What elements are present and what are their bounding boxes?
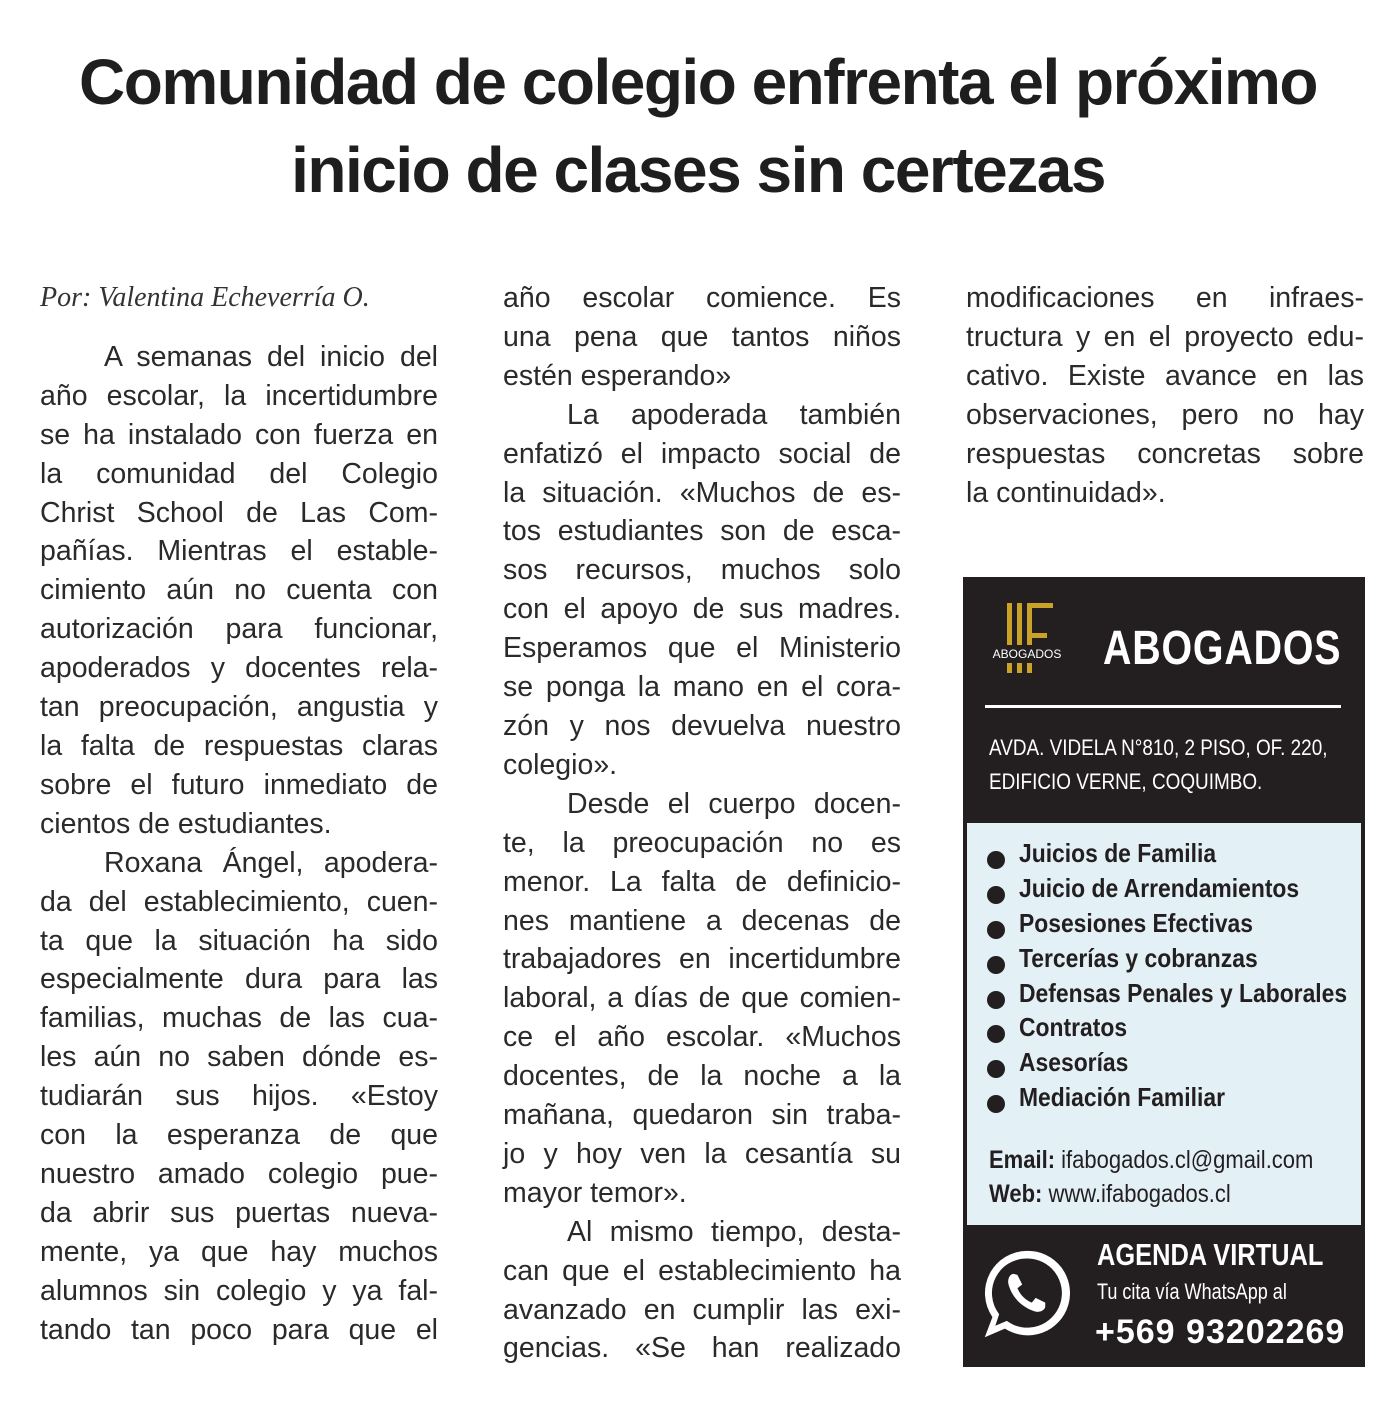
text-line: da abrir sus puertas nueva- [40,1196,438,1229]
text-line: colegio». [503,748,618,781]
text-line: se ponga la mano en el cora- [503,671,901,704]
text-line: ce el año escolar. «Muchos [503,1021,901,1054]
address-line: EDIFICIO VERNE, COQUIMBO. [989,769,1263,794]
text-line: modificaciones en infraes- [966,282,1364,314]
agenda-title: AGENDA VIRTUAL [1097,1237,1324,1272]
article-column-1 [40,279,438,1349]
text-line: jo y hoy ven la cesantía su [503,1137,901,1170]
text-line: tos estudiantes son de esca- [503,515,901,548]
text-line: sobre el futuro inmediato de [40,768,438,801]
bullet-icon [987,956,1005,974]
text-line: da del establecimiento, cuen- [40,885,438,918]
article-column-2 [503,279,901,1368]
text-line: pañías. Mientras el estable- [40,535,438,568]
ad-address [989,731,1327,799]
service-label: Tercerías y cobranzas [1019,942,1258,973]
text-line: nes mantiene a decenas de [503,904,901,937]
if-abogados-logo [977,593,1077,693]
service-label: Posesiones Efectivas [1019,907,1254,938]
text-line: cientos de estudiantes. [40,807,332,840]
service-label: Juicio de Arrendamientos [1019,872,1300,903]
text-line: menor. La falta de definicio- [503,865,901,898]
text-line: año escolar, la incertidumbre [40,379,438,412]
service-label: Mediación Familiar [1019,1082,1225,1113]
phone-number[interactable]: +569 93202269 [1095,1313,1346,1351]
text-line: cimiento aún no cuenta con [40,574,438,607]
text-line: apoderados y docentes rela- [40,652,438,685]
text-line: nuestro amado colegio pue- [40,1157,438,1190]
text-line: una pena que tantos niños [503,320,901,353]
text-line: Desde el cuerpo docen- [567,787,901,820]
text-line: mayor temor». [503,1176,687,1209]
whatsapp-icon [979,1245,1075,1345]
service-label: Defensas Penales y Laborales [1019,977,1348,1008]
headline [40,38,1356,214]
text-line: con la esperanza de que [40,1119,438,1152]
text-line: la continuidad». [966,476,1166,509]
text-line: familias, muchas de las cua- [40,1002,438,1035]
email-row [989,1143,1313,1177]
text-line: Al mismo tiempo, desta- [567,1215,901,1248]
advertisement[interactable] [963,577,1365,1367]
bullet-icon [987,921,1005,939]
text-line: zón y nos devuelva nuestro [503,709,901,742]
contact-info [989,1143,1313,1211]
bullet-icon [987,1060,1005,1078]
text-line: tando tan poco para que el [40,1313,438,1346]
bullet-icon [987,1095,1005,1113]
service-label: Contratos [1019,1012,1128,1043]
bullet-icon [987,886,1005,904]
text-line: observaciones, pero no hay [966,398,1364,431]
byline: Por: Valentina Echeverría O. [40,282,370,313]
text-line: laboral, a días de que comien- [503,982,901,1015]
agenda-subtitle: Tu cita vía WhatsApp al [1097,1279,1287,1304]
text-line: tructura y en el proyecto edu- [966,320,1364,353]
text-line: año escolar comience. Es [503,282,901,314]
text-line: alumnos sin colegio y ya fal- [40,1274,438,1307]
ad-brand-name: ABOGADOS [1103,622,1342,675]
services-panel [967,823,1361,1225]
text-line: respuestas concretas sobre [966,437,1364,470]
text-line: estén esperando» [503,359,732,392]
text-line: tudiarán sus hijos. «Estoy [40,1080,438,1113]
text-line: can que el establecimiento ha [503,1254,901,1287]
address-line: AVDA. VIDELA N°810, 2 PISO, OF. 220, [989,735,1328,760]
service-label: Asesorías [1019,1047,1129,1078]
divider [985,705,1341,708]
bullet-icon [987,1025,1005,1043]
text-line: enfatizó el impacto social de [503,437,901,470]
text-line: sos recursos, muchos solo [503,554,901,587]
bullet-icon [987,851,1005,869]
text-line: la situación. «Muchos de es- [503,476,901,509]
text-line: A semanas del inicio del [104,340,438,373]
web-link[interactable]: www.ifabogados.cl [1048,1180,1231,1208]
text-line: especialmente dura para las [40,963,438,996]
text-line: ta que la situación ha sido [40,924,438,957]
text-line: Roxana Ángel, apodera- [104,846,438,879]
text-line: con el apoyo de sus madres. [503,593,901,626]
text-line: trabajadores en incertidumbre [503,943,901,976]
text-line: mañana, quedaron sin traba- [503,1099,901,1132]
text-line: avanzado en cumplir las exi- [503,1293,901,1326]
web-label: Web: [989,1180,1043,1208]
text-line: la falta de respuestas claras [40,729,438,762]
text-line: se ha instalado con fuerza en [40,418,438,451]
text-line: les aún no saben dónde es- [40,1041,438,1074]
bullet-icon [987,991,1005,1009]
text-line: tan preocupación, angustia y [40,691,438,724]
headline-line-2: inicio de clases sin certezas [291,134,1105,206]
email-label: Email: [989,1146,1056,1174]
email-link[interactable]: ifabogados.cl@gmail.com [1061,1146,1314,1174]
svg-text:ABOGADOS: ABOGADOS [992,647,1062,661]
text-line: cativo. Existe avance en las [966,359,1364,392]
text-line: Esperamos que el Ministerio [503,632,901,665]
text-line: te, la preocupación no es [503,826,901,859]
text-line: Christ School de Las Com- [40,496,438,529]
web-row [989,1177,1313,1211]
headline-line-1: Comunidad de colegio enfrenta el próximo [79,46,1317,118]
text-line: autorización para funcionar, [40,613,438,646]
text-line: La apoderada también [567,398,901,431]
text-line: mente, ya que hay muchos [40,1235,438,1268]
text-line: la comunidad del Colegio [40,457,438,490]
text-line: docentes, de la noche a la [503,1060,901,1093]
text-line: gencias. «Se han realizado [503,1332,901,1365]
service-label: Juicios de Familia [1019,838,1217,868]
article-column-3 [966,279,1364,512]
